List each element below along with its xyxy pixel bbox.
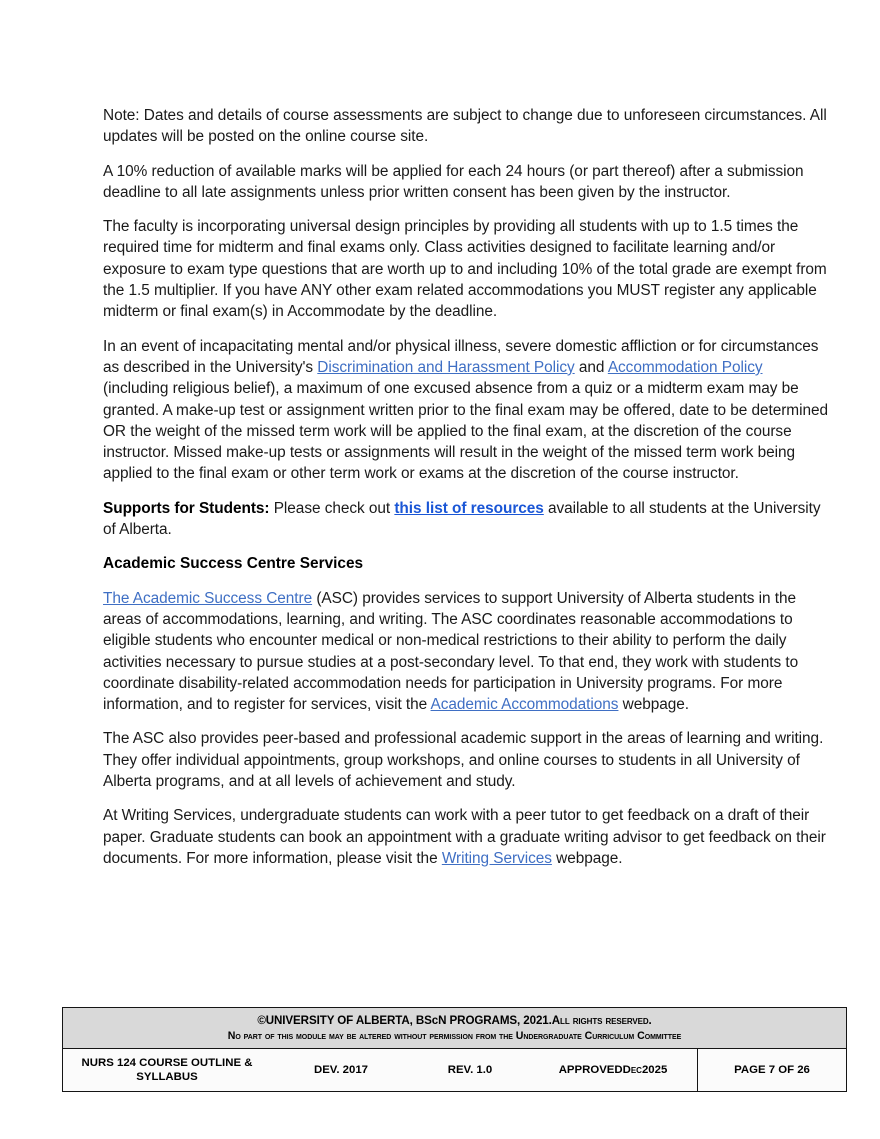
footer-cell-course-title: NURS 124 COURSE OUTLINE & SYLLABUS	[81, 1056, 253, 1083]
footer-copyright-line	[71, 1014, 838, 1028]
footer-copyright-main: ©UNIVERSITY OF ALBERTA, BScN PROGRAMS, 2021.	[257, 1014, 552, 1027]
link-writing-services[interactable]: Writing Services	[441, 849, 552, 867]
paragraph-universal-design	[103, 216, 829, 322]
text-run: Note: Dates and details of course assessments are subject to change due to unforeseen circumstances. All updates will be posted on the online course site.	[103, 107, 827, 146]
text-run: In an event of incapacitating mental and/or physical illness, severe domestic affliction or for circumstances as described in the University's	[103, 337, 819, 376]
text-run: and	[574, 358, 608, 376]
text-run: available to all students at the University of Alberta.	[103, 499, 821, 539]
footer-copyright-rights: All rights reserved.	[551, 1014, 652, 1027]
footer-copyright-band	[63, 1008, 846, 1048]
page-footer	[62, 1007, 847, 1092]
paragraph-note-assessments	[103, 105, 829, 148]
text-run: At Writing Services, undergraduate students can work with a peer tutor to get feedback on a draft of their paper. Graduate students can book an appointment with a graduate writing advisor to get feedback on their documents. For more information, please visit the	[103, 807, 826, 867]
document-body	[103, 105, 829, 869]
link-academic-success-centre[interactable]: The Academic Success Centre	[103, 589, 313, 607]
footer-meta-row	[63, 1048, 846, 1091]
paragraph-asc-peer-support	[103, 728, 829, 792]
link-accommodation-policy[interactable]: Accommodation Policy	[607, 358, 763, 376]
footer-cell-page-number: PAGE 7 OF 26	[697, 1049, 846, 1091]
footer-cell-revision: REV. 1.0	[447, 1063, 493, 1076]
text-run: webpage.	[551, 849, 623, 867]
label-supports-for-students: Supports for Students:	[103, 499, 270, 517]
link-list-of-resources[interactable]: this list of resources	[394, 499, 544, 517]
heading-academic-success-centre-services: Academic Success Centre Services	[103, 555, 364, 573]
text-run: webpage.	[618, 696, 690, 714]
footer-cell-approved	[529, 1049, 697, 1091]
paragraph-late-penalty	[103, 161, 829, 204]
text-run: Please check out	[269, 499, 395, 517]
paragraph-supports-for-students	[103, 498, 829, 541]
paragraph-asc-description	[103, 588, 829, 716]
footer-approved-year: 2025	[641, 1063, 668, 1076]
text-run: The ASC also provides peer-based and professional academic support in the areas of learning and writing. They offer individual appointments, group workshops, and online courses to students in all University of Alberta programs, and at all levels of achievement and study.	[103, 730, 824, 791]
text-run: (including religious belief), a maximum of one excused absence from a quiz or a midterm exam may be granted. A make-up test or assignment written prior to the final exam may be offered, date to be determined OR the weight of the missed term work will be applied to the final exam, at the discretion of the course instructor. Missed make-up tests or assignments will result in the weight of the missed term work being applied to the final exam or other term work or exams at the discretion of the course instructor.	[103, 380, 828, 483]
text-run: A 10% reduction of available marks will be applied for each 24 hours (or part thereof) after a submission deadline to all late assignments unless prior written consent has been given by the instructor.	[103, 162, 804, 201]
paragraph-writing-services	[103, 805, 829, 869]
text-run: The faculty is incorporating universal design principles by providing all students with up to 1.5 times the required time for midterm and final exams only. Class activities designed to facilitate learning and/or exposure to exam type questions that are worth up to and including 10% of the total grade are exempt from the 1.5 multiplier. If you have ANY other exam related accommodations you MUST register any applicable midterm or final exam(s) in Accommodate by the deadline.	[103, 218, 827, 321]
footer-approved-month: Dec	[622, 1063, 642, 1076]
text-run: (ASC) provides services to support University of Alberta students in the areas of accommodations, learning, and writing. The ASC coordinates reasonable accommodations to eligible students who encounter medical or non-medical restrictions to their ability to perform the daily activities necessary to pursue studies at a post-secondary level. To that end, they work with students to coordinate disability-related accommodation needs for participation in University programs. For more information, and to register for services, visit the	[103, 589, 799, 714]
footer-approved-label: APPROVED	[558, 1063, 623, 1076]
paragraph-illness-absence	[103, 336, 829, 485]
footer-restriction-notice: No part of this module may be altered without permission from the Undergraduate Curriculum Committee	[227, 1030, 682, 1042]
footer-cell-dev-year: DEV. 2017	[313, 1063, 369, 1076]
link-discrimination-harassment-policy[interactable]: Discrimination and Harassment Policy	[317, 358, 575, 376]
link-academic-accommodations[interactable]: Academic Accommodations	[430, 696, 619, 714]
